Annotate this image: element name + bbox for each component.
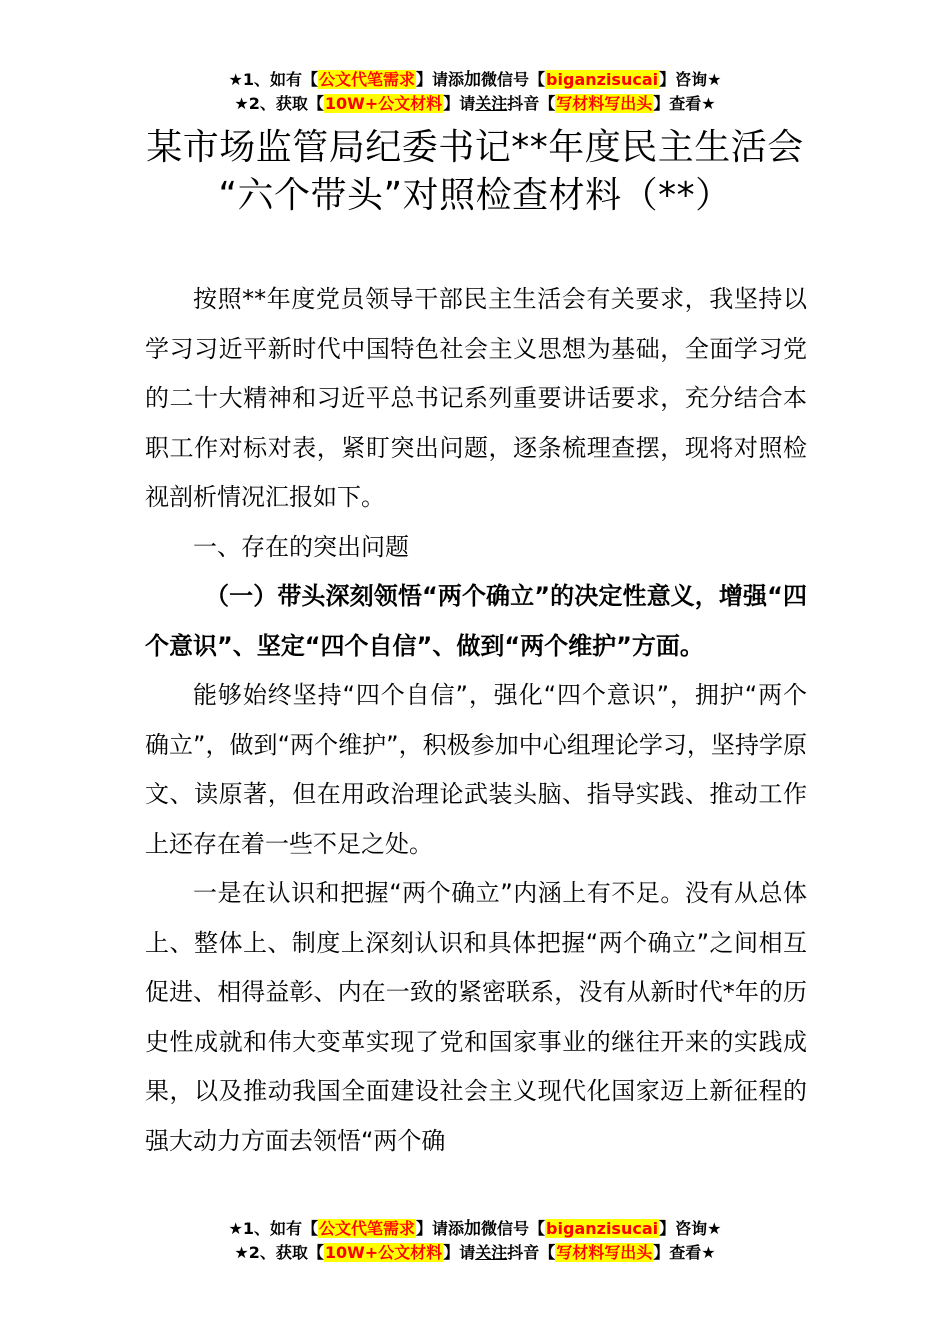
paragraph-body: 一是在认识和把握“两个确立”内涵上有不足。没有从总体上、整体上、制度上深刻认识和具体把握“两个确立”之间相互促进、相得益彰、内在一致的紧密联系，没有从新时代*年的历史性成就和伟大变革实现了党和国家事业的继往开来的实践成果，以及推动我国全面建设社会主义现代化国家迈上新征程的强大动力方面去领悟“两个确	[145, 879, 807, 1155]
document-body	[145, 275, 807, 1166]
banner-text: 关注	[475, 1243, 508, 1262]
banner-text: 】请添	[416, 1219, 465, 1238]
banner-line-1	[0, 68, 950, 92]
bottom-banner	[0, 1217, 950, 1264]
section-heading: 一、存在的突出问题	[193, 532, 409, 561]
banner-highlight-wechat-id: biganzisucai	[546, 1219, 659, 1238]
banner-text: ★1、如有【	[228, 70, 318, 89]
paragraph-body: 能够始终坚持“四个自信”，强化“四个意识”，拥护“两个确立”，做到“两个维护”，积极参加中心组理论学习，坚持学原文、读原著，但在用政治理论武装头脑、指导实践、推动工作上还存在着一些不足之处。	[145, 681, 807, 858]
banner-highlight-douyin: 写材料写出头	[556, 1243, 653, 1262]
banner-text: 抖音【	[507, 94, 556, 113]
banner-text: 微信号【	[481, 1219, 546, 1238]
banner-line-2	[0, 1241, 950, 1264]
banner-text: 】咨询★	[659, 1219, 722, 1238]
subsection-heading: （一）带头深刻领悟“两个确立”的决定性意义，增强“四个意识”、坚定“四个自信”、做到“两个维护”方面。	[145, 582, 807, 660]
banner-text: ★2、获取【	[234, 1243, 324, 1262]
banner-text: 】查看★	[653, 1243, 716, 1262]
paragraph-intro: 按照**年度党员领导干部民主生活会有关要求，我坚持以学习习近平新时代中国特色社会主义思想为基础，全面学习党的二十大精神和习近平总书记系列重要讲话要求，充分结合本职工作对标对表，紧盯突出问题，逐条梳理查摆，现将对照检视剖析情况汇报如下。	[145, 285, 807, 511]
banner-text: 加	[464, 1219, 482, 1239]
banner-text: 】查看★	[653, 94, 716, 113]
banner-text: 】咨询★	[659, 70, 722, 89]
banner-text: 】请	[443, 1243, 476, 1262]
banner-text: 关注	[475, 94, 508, 113]
title-line-1: 某市场监管局纪委书记**年度民主生活会	[146, 127, 804, 168]
banner-highlight-wechat-id: biganzisucai	[546, 70, 659, 89]
banner-text: ★2、获取【	[234, 94, 324, 113]
banner-text: 】请	[443, 94, 476, 113]
banner-text: 加	[464, 70, 482, 90]
banner-highlight-service: 公文代笔需求	[319, 1219, 416, 1238]
banner-highlight-douyin: 写材料写出头	[556, 94, 653, 113]
banner-text: 】请添	[416, 70, 465, 89]
banner-highlight-service: 公文代笔需求	[319, 70, 416, 89]
banner-line-1	[0, 1217, 950, 1241]
document-title	[0, 124, 950, 220]
banner-highlight-materials: 10W+公文材料	[324, 1243, 443, 1262]
top-banner	[0, 68, 950, 115]
banner-text: 抖音【	[507, 1243, 556, 1262]
banner-line-2	[0, 92, 950, 115]
title-line-2: “六个带头”对照检查材料（**）	[218, 175, 732, 216]
banner-highlight-materials: 10W+公文材料	[324, 94, 443, 113]
banner-text: 微信号【	[481, 70, 546, 89]
banner-text: ★1、如有【	[228, 1219, 318, 1238]
